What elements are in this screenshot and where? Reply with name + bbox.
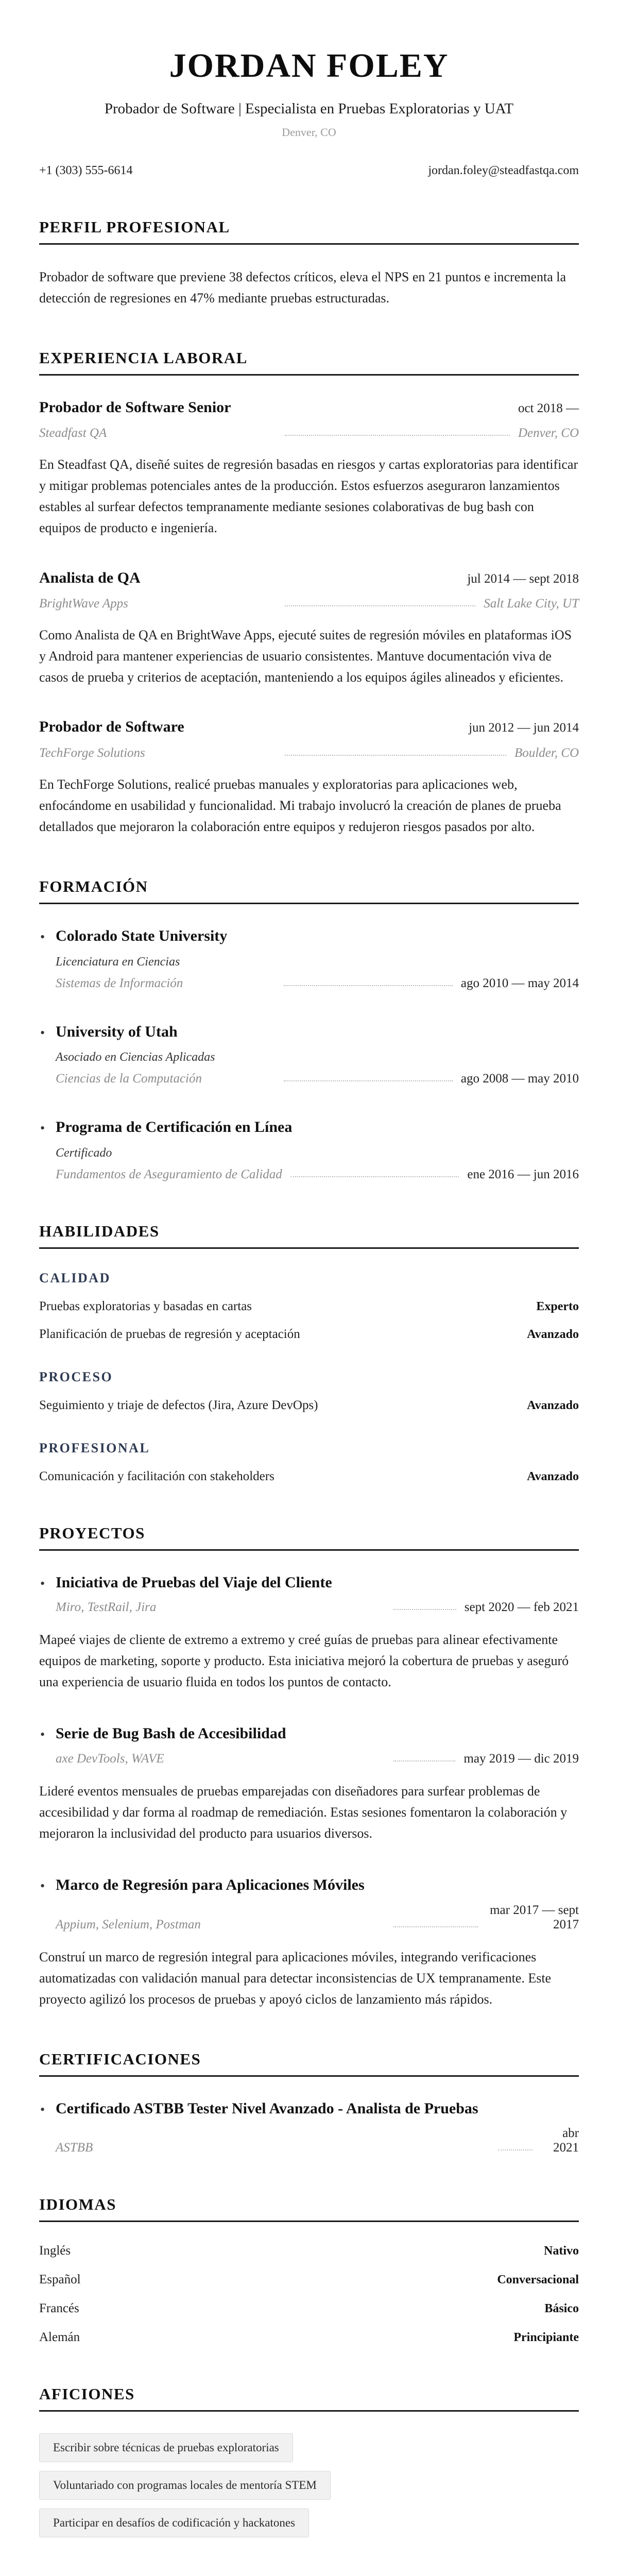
section-heading-profile: PERFIL PROFESIONAL xyxy=(39,218,579,245)
header-location: Denver, CO xyxy=(282,125,336,139)
skill-category: PROFESIONAL xyxy=(39,1440,150,1455)
project-entry xyxy=(39,1875,579,2010)
degree: Certificado xyxy=(56,1146,112,1160)
section-languages xyxy=(39,2195,579,2345)
resume-header xyxy=(39,47,579,178)
school-name: Colorado State University xyxy=(56,927,228,945)
skill-group xyxy=(39,1440,579,1484)
school-name: Programa de Certificación en Línea xyxy=(56,1118,293,1136)
job-description: Como Analista de QA en BrightWave Apps, ejecuté suites de regresión móviles en plataformas iOS y Android para mantener experiencias de usuario consistentes. Mantuve documentación viva de casos de prueba y criterios de aceptación, manteniendo a los equipos ágiles alineados y eficientes. xyxy=(39,628,572,685)
language-row xyxy=(39,2330,579,2345)
field-of-study: Sistemas de Información xyxy=(56,976,183,990)
school-name: University of Utah xyxy=(56,1023,178,1040)
job-title: Probador de Software Senior xyxy=(39,398,231,416)
project-tools: Miro, TestRail, Jira xyxy=(56,1600,157,1615)
certification-issuer: ASTBB xyxy=(56,2141,93,2155)
project-entry xyxy=(39,1572,579,1693)
section-hobbies xyxy=(39,2385,579,2537)
section-heading-experience: EXPERIENCIA LABORAL xyxy=(39,349,579,376)
bullet-icon: • xyxy=(40,1121,45,1136)
skill-group xyxy=(39,1369,579,1413)
job-title: Probador de Software xyxy=(39,718,184,736)
skill-row xyxy=(39,1469,579,1484)
language-row xyxy=(39,2273,579,2287)
dotted-leader xyxy=(284,1080,453,1081)
certification-title: Certificado ASTBB Tester Nivel Avanzado - Analista de Pruebas xyxy=(56,2099,478,2117)
resume-headline: Probador de Software | Especialista en Pruebas Exploratorias y UAT xyxy=(104,100,514,117)
job-description: En Steadfast QA, diseñé suites de regresión basadas en riesgos y cartas exploratorias para identificar y mitigar problemas potenciales antes de la producción. Estos esfuerzos aseguraron lanzamientos estables al surfear defectos tempranamente mediante sesiones colaborativas de bug bash con equipos de producto e ingeniería. xyxy=(39,457,578,536)
dotted-leader xyxy=(285,755,506,756)
dotted-leader xyxy=(285,605,475,606)
job-location: Denver, CO xyxy=(518,426,579,440)
section-heading-hobbies: AFICIONES xyxy=(39,2385,579,2412)
section-education xyxy=(39,877,579,1182)
job-company: BrightWave Apps xyxy=(39,597,128,611)
job-description: En TechForge Solutions, realicé pruebas manuales y exploratorias para aplicaciones web, enfocándome en usabilidad y funcionalidad. Mi trabajo involucró la creación de planes de prueba detallados que mejoraron la colaboración entre equipos y redujeron riesgos pasados por alto. xyxy=(39,776,561,834)
language-name: Francés xyxy=(39,2301,79,2316)
skill-level: Avanzado xyxy=(527,1327,579,1341)
dotted-leader xyxy=(284,985,453,986)
education-entry xyxy=(39,926,579,991)
section-projects xyxy=(39,1524,579,2010)
contact-row xyxy=(39,164,579,178)
education-entry xyxy=(39,1022,579,1087)
section-heading-certifications: CERTIFICACIONES xyxy=(39,2050,579,2077)
skill-name: Planificación de pruebas de regresión y aceptación xyxy=(39,1327,300,1341)
job-dates: jul 2014 — sept 2018 xyxy=(467,571,579,586)
section-heading-education: FORMACIÓN xyxy=(39,877,579,904)
project-dates: may 2019 — dic 2019 xyxy=(464,1751,579,1766)
job-location: Salt Lake City, UT xyxy=(484,597,579,611)
certification-entry xyxy=(39,2098,579,2156)
project-dates: sept 2020 — feb 2021 xyxy=(464,1600,579,1615)
skill-name: Comunicación y facilitación con stakeholders xyxy=(39,1469,274,1483)
bullet-icon: • xyxy=(40,1575,45,1591)
job-location: Boulder, CO xyxy=(514,745,579,760)
section-heading-projects: PROYECTOS xyxy=(39,1524,579,1551)
bullet-icon: • xyxy=(40,2102,45,2117)
language-level: Básico xyxy=(544,2302,579,2316)
project-description: Construí un marco de regresión integral para aplicaciones móviles, integrando verificaciones automatizadas con validación manual para detectar inconsistencias de UX tempranamente. Este proyecto agilizó los procesos de pruebas y apoyó ciclos de lanzamiento más rápidos. xyxy=(39,1949,552,2007)
bullet-icon: • xyxy=(40,1025,45,1040)
skill-name: Pruebas exploratorias y basadas en cartas xyxy=(39,1299,252,1313)
language-level: Conversacional xyxy=(497,2273,579,2287)
skill-name: Seguimiento y triaje de defectos (Jira, Azure DevOps) xyxy=(39,1398,318,1412)
dotted-leader xyxy=(290,1176,459,1177)
field-of-study: Fundamentos de Aseguramiento de Calidad xyxy=(56,1167,282,1181)
project-entry xyxy=(39,1723,579,1844)
profile-summary: Probador de software que previene 38 defectos críticos, eleva el NPS en 21 puntos e incrementa la detección de regresiones en 47% mediante pruebas estructuradas. xyxy=(39,269,566,306)
project-dates: mar 2017 — sept 2017 xyxy=(490,1903,579,1931)
job-entry xyxy=(39,397,579,539)
phone-number: +1 (303) 555-6614 xyxy=(39,163,133,177)
job-title: Analista de QA xyxy=(39,569,141,586)
bullet-icon: • xyxy=(40,1878,45,1893)
project-tools: Appium, Selenium, Postman xyxy=(56,1917,201,1931)
page-title: JORDAN FOLEY xyxy=(169,47,449,84)
job-dates: jun 2012 — jun 2014 xyxy=(469,721,579,735)
job-company: Steadfast QA xyxy=(39,426,107,440)
dotted-leader xyxy=(393,1760,455,1761)
education-dates: ago 2008 — may 2010 xyxy=(460,1072,579,1086)
project-title: Marco de Regresión para Aplicaciones Móviles xyxy=(56,1876,365,1893)
language-name: Español xyxy=(39,2273,81,2287)
education-dates: ago 2010 — may 2014 xyxy=(460,976,579,990)
hobby-chip: Voluntariado con programas locales de mentoría STEM xyxy=(39,2471,331,2500)
education-dates: ene 2016 — jun 2016 xyxy=(467,1167,579,1181)
job-dates: oct 2018 — xyxy=(518,401,579,415)
bullet-icon: • xyxy=(40,1727,45,1742)
skill-level: Avanzado xyxy=(527,1398,579,1412)
language-level: Nativo xyxy=(544,2244,579,2258)
language-name: Alemán xyxy=(39,2330,80,2345)
dotted-leader xyxy=(393,1926,478,1927)
section-skills xyxy=(39,1222,579,1484)
dotted-leader xyxy=(285,435,510,436)
skill-group xyxy=(39,1270,579,1342)
job-company: TechForge Solutions xyxy=(39,745,145,760)
project-title: Iniciativa de Pruebas del Viaje del Cliente xyxy=(56,1573,332,1591)
education-entry xyxy=(39,1117,579,1182)
skill-level: Experto xyxy=(536,1299,579,1313)
certification-dates: abr 2021 xyxy=(553,2126,579,2155)
skill-row xyxy=(39,1398,579,1413)
hobby-chip: Escribir sobre técnicas de pruebas exploratorias xyxy=(39,2433,293,2462)
project-title: Serie de Bug Bash de Accesibilidad xyxy=(56,1725,286,1742)
language-row xyxy=(39,2301,579,2316)
section-heading-languages: IDIOMAS xyxy=(39,2195,579,2222)
email-address: jordan.foley@steadfastqa.com xyxy=(428,163,579,177)
skill-category: PROCESO xyxy=(39,1369,113,1384)
bullet-icon: • xyxy=(40,929,45,945)
hobby-chip: Participar en desafíos de codificación y hackatones xyxy=(39,2509,309,2537)
section-profile xyxy=(39,218,579,309)
language-level: Principiante xyxy=(513,2331,579,2345)
degree: Asociado en Ciencias Aplicadas xyxy=(56,1050,215,1064)
skill-row xyxy=(39,1299,579,1314)
language-row xyxy=(39,2244,579,2258)
section-heading-skills: HABILIDADES xyxy=(39,1222,579,1249)
project-tools: axe DevTools, WAVE xyxy=(56,1751,164,1766)
skill-row xyxy=(39,1327,579,1342)
section-certifications xyxy=(39,2050,579,2156)
job-entry xyxy=(39,568,579,688)
project-description: Lideré eventos mensuales de pruebas emparejadas con diseñadores para surfear problemas de accesibilidad y dar forma al roadmap de remediación. Estas sesiones fomentaron la colaboración y mejoraron la inclusividad del producto para usuarios diversos. xyxy=(39,1783,568,1841)
degree: Licenciatura en Ciencias xyxy=(56,955,180,969)
project-description: Mapeé viajes de cliente de extremo a extremo y creé guías de pruebas para alinear efectivamente equipos de marketing, soporte y producto. Esta iniciativa mejoró la cobertura de pruebas y aseguró una experiencia de usuario fluida en todos los puntos de contacto. xyxy=(39,1632,569,1690)
language-name: Inglés xyxy=(39,2244,71,2258)
dotted-leader xyxy=(393,1609,456,1610)
field-of-study: Ciencias de la Computación xyxy=(56,1072,202,1086)
dotted-leader xyxy=(498,2149,533,2150)
section-experience xyxy=(39,349,579,837)
job-entry xyxy=(39,717,579,837)
skill-level: Avanzado xyxy=(527,1469,579,1483)
skill-category: CALIDAD xyxy=(39,1270,111,1285)
